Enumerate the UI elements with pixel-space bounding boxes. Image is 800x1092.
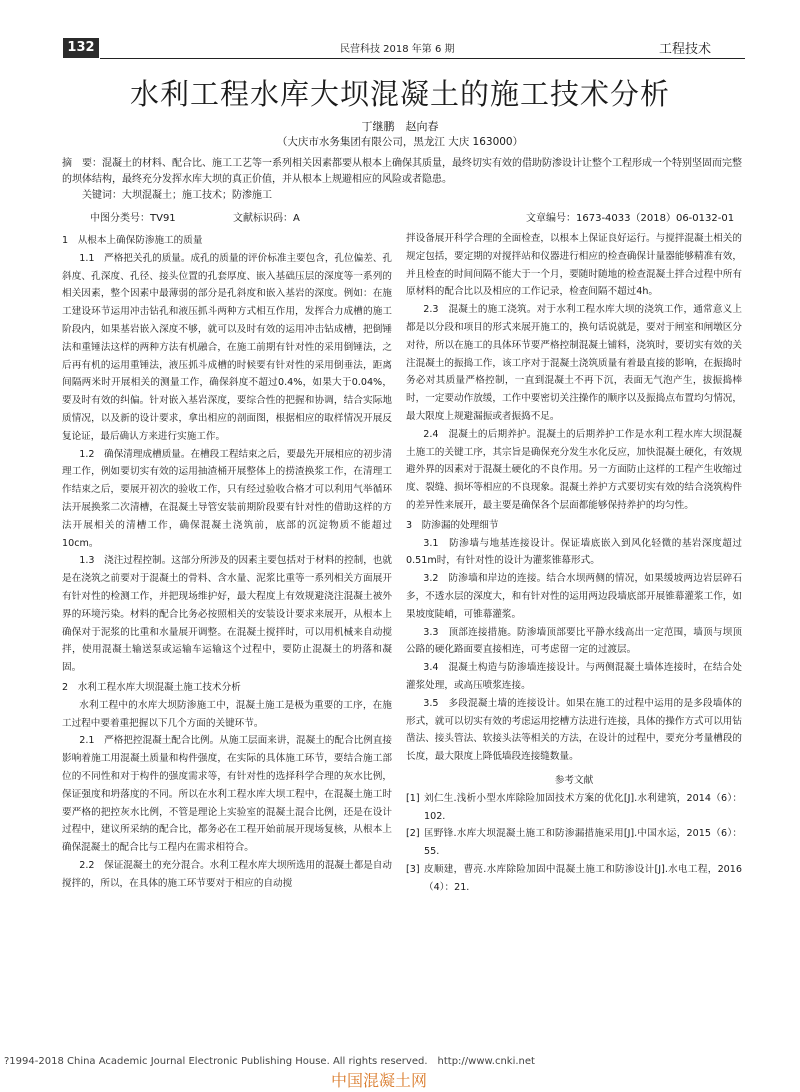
- reference-text: 皮顺建，曹亮.水库除险加固中混凝土施工和防渗设计[J].水电工程，2016（4）：21.: [424, 863, 742, 893]
- article-title: 水利工程水库大坝混凝土的施工技术分析: [129, 77, 670, 111]
- abstract-block: [62, 156, 742, 204]
- reference-text: 匡野锋.水库大坝混凝土施工和防渗漏措施采用[J].中国水运，2015（6）：55.: [424, 828, 742, 858]
- reference-item: [406, 790, 742, 826]
- left-column: [62, 230, 392, 892]
- article-number: 文章编号：1673-4033（2018）06-0132-01: [526, 213, 735, 224]
- paragraph: 3.1 防渗墙与地基连接设计。保证墙底嵌入到风化轻微的基岩深度超过0.51m时，有针对性的设计为灌浆锥幕形式。: [406, 537, 742, 567]
- paragraph: 3.2 防渗墙和岸边的连接。结合水坝两侧的情况，如果缓坡两边岩层碎石多，不透水层的深度大，和有针对性的运用两边段墙底部开展锥幕灌浆工作，如果坡度陡峭，可锥幕灌浆。: [406, 573, 742, 620]
- section-heading: 2 水利工程水库大坝混凝土施工技术分析: [62, 681, 241, 693]
- paragraph: 2.1 严格把控混凝土配合比例。从施工层面来讲，混凝土的配合比例直接影响着施工用混凝土质量和构件强度，在实际的具体施工环节，要结合施工部位的不同性和对于构件的强度需求等，有针对性的选择科学合理的灰水比例，保证强度和坍落度的不同。所以在水利工程水库大坝工程中，在混凝土施工时要严格的把控灰水比例，不管是理论上实验室的混凝土混合比例，还是在设计过程中，建议所采纳的配合比，都务必在工程开始前展开现场复核，从根本上确保混凝土的配合比与工程内在需求相符合。: [62, 735, 392, 854]
- right-column: [406, 230, 742, 896]
- paragraph: 1.2 确保清理成槽质量。在槽段工程结束之后，要最先开展相应的初步清理工作，例如要切实有效的运用抽渣桶开展整体上的捞渣换浆工作，在清理工作结束之后，要展开初次的验收工作，只有经过验收合格才可以利用气举循环法开展换浆二次清槽，在混凝土导管安装前期阶段要有针对性的借助这样的方法开展相关的清槽工作，确保混凝土浇筑前，底部的沉淀物质不能超过10cm。: [62, 448, 392, 549]
- reference-list: [406, 790, 742, 897]
- document-code: 文献标识码：A: [233, 213, 300, 224]
- abstract: 摘 要：混凝土的材料、配合比、施工工艺等一系列相关因素都要从根本上确保其质量，最终切实有效的借助防渗设计让整个工程形成一个特别坚固而完整的坝体结构，最终充分发挥水库大坝的真正价值，并从根本上规避相应的风险或者隐患。: [62, 158, 742, 185]
- reference-text: 刘仁生.浅析小型水库除险加固技术方案的优化[J].水利建筑，2014（6）：102.: [424, 792, 742, 822]
- section-name: 工程技术: [659, 42, 712, 57]
- clc-number: 中图分类号：TV91: [90, 213, 176, 224]
- journal-name: 民营科技 2018 年第 6 期: [340, 44, 455, 55]
- header-rule: [100, 58, 745, 59]
- references: [406, 772, 742, 897]
- paragraph: 水利工程中的水库大坝防渗施工中，混凝土施工是极为重要的工序，在施工过程中要着重把握以下几个方面的关键环节。: [62, 699, 392, 729]
- watermark-logo: 中国混凝土网: [331, 1071, 428, 1090]
- paragraph: 3.3 顶部连接措施。防渗墙顶部要比平静水线高出一定范围，墙顶与坝顶公路的硬化路面要直接相连，可考虑留一定的过渡层。: [406, 626, 742, 656]
- paragraph: 1.3 浇注过程控制。这部分所涉及的因素主要包括对于材料的控制，也就是在浇筑之前要对于混凝土的骨料、含水量、泥浆比重等一系列相关方面展开有针对性的检测工作，并把现场维护好，最大程度上有效规避浇注混凝土被外界的环境污染。材料的配合比务必按照相关的安装设计要求来展开，从根本上确保对于泥浆的比重和水量展开调整。在混凝土搅拌时，可以用机械来自动搅拌，使用混凝土输送泵或运输车运输这个过程中，要防止混凝土的坍落和凝固。: [62, 555, 392, 674]
- reference-number: [1]: [406, 792, 420, 804]
- paragraph: 2.4 混凝土的后期养护。混凝土的后期养护工作是水利工程水库大坝混凝土施工的关键工序，其宗旨是确保充分发生水化反应，加快混凝土硬化，有效规避外界的因素对于混凝土硬化的不良作用。另一方面防止这样的工程产生收缩过度、裂缝、损坏等相应的不良现象。混凝土养护方式要切实有效的结合浇筑构件的差异性来展开，最主要是确保各个层面都能够保持养护的均匀性。: [406, 428, 742, 511]
- section-heading: 3 防渗漏的处理细节: [406, 519, 499, 531]
- affiliation: （大庆市水务集团有限公司，黑龙江 大庆 163000）: [276, 136, 524, 148]
- section-heading: 1 从根本上确保防渗施工的质量: [62, 235, 203, 246]
- page-number: 132: [63, 38, 99, 58]
- paragraph: 拌设备展开科学合理的全面检查，以根本上保证良好运行。与搅拌混凝土相关的规定包括，要定期的对搅拌站和仪器进行相应的检查确保计量器能够精准有效，并且检查的时间间隔不能大于一个月，要随时随地的检查混凝土拌合过程中所有原材料的配合比以及相应的工作记录，检查间隔不超过4h。: [406, 233, 742, 298]
- references-title: 参考文献: [554, 774, 594, 786]
- copyright-footer: ?1994-2018 China Academic Journal Electronic Publishing House. All rights reserved. http://www.cnki.net: [4, 1056, 535, 1067]
- reference-number: [2]: [406, 828, 420, 840]
- paragraph: 1.1 严格把关孔的质量。成孔的质量的评价标准主要包含，孔位偏差、孔斜度、孔深度、孔径、接头位置的孔套厚度、嵌入基础压层的深度等一系列的相关因素，整个因素中最薄弱的部分是孔斜度和嵌入基岩的深度。例如：在施工建设环节运用冲击钻孔和液压抓斗两种方式相互作用，发挥合力成槽的施工阶段内，如果基岩嵌入深度不够，就可以及时有效的运用冲击钻成槽，把倒锤法和重锤法这样的两种方法有机融合，在施工前期有针对性的采用倒锤法，之后再有机的运用重锤法，液压抓斗成槽的时候要有针对性的采用倒垂法，距离间隔两米时开展相关的测量工作，确保斜度不超过0.4%，如果大于0.04%，要及时有效的纠偏。针对嵌入基岩深度，要综合性的把握和协调，结合实际地质情况，以及新的设计要求，拿出相应的剖面图，根据相应的取样情况开展反复论证，最后确认方来进行实施工作。: [62, 252, 392, 442]
- reference-item: [406, 825, 742, 861]
- page-header: [0, 0, 800, 62]
- reference-item: [406, 861, 742, 897]
- paragraph: 2.3 混凝土的施工浇筑。对于水利工程水库大坝的浇筑工作，通常意义上都是以分段和项目的形式来展开施工的，换句话说就是，要对于闸室和闸墩区分对待，所以在施工的具体环节要严格控制混凝土铺料，浇筑时，要切实有效的关注混凝土的振捣工作，该工序对于混凝土浇筑质量有着最直接的影响，在振捣时务必对其质量严格控制，一直到混凝土不再下沉，表面无气泡产生，拔振捣棒时，一定要动作放缓，工作中要密切关注操作的顺序以及振捣点布置均匀情况，最大限度上规避漏振或者振捣不足。: [406, 304, 742, 422]
- authors: 丁继鹏 赵向春: [361, 120, 439, 133]
- paragraph: 3.5 多段混凝土墙的连接设计。如果在施工的过程中运用的是多段墙体的形式，就可以切实有效的考虑运用挖槽方法进行连接，具体的操作方式可以用钻凿法、接头管法、软接头法等相关的方法，在设计的过程中，要充分考量槽段的长度，最大限度上降低墙段连接缝数量。: [406, 697, 742, 763]
- paragraph: 2.2 保证混凝土的充分混合。水利工程水库大坝所选用的混凝土都是自动搅拌的，所以，在具体的施工环节要对于相应的自动搅: [62, 859, 392, 889]
- paragraph: 3.4 混凝土构造与防渗墙连接设计。与两侧混凝土墙体连接时，在结合处灌浆处理，或高压喷浆连接。: [406, 662, 742, 691]
- keywords: 关键词：大坝混凝土；施工技术；防渗施工: [82, 190, 272, 201]
- reference-number: [3]: [406, 863, 420, 875]
- right-column-body: [406, 230, 742, 766]
